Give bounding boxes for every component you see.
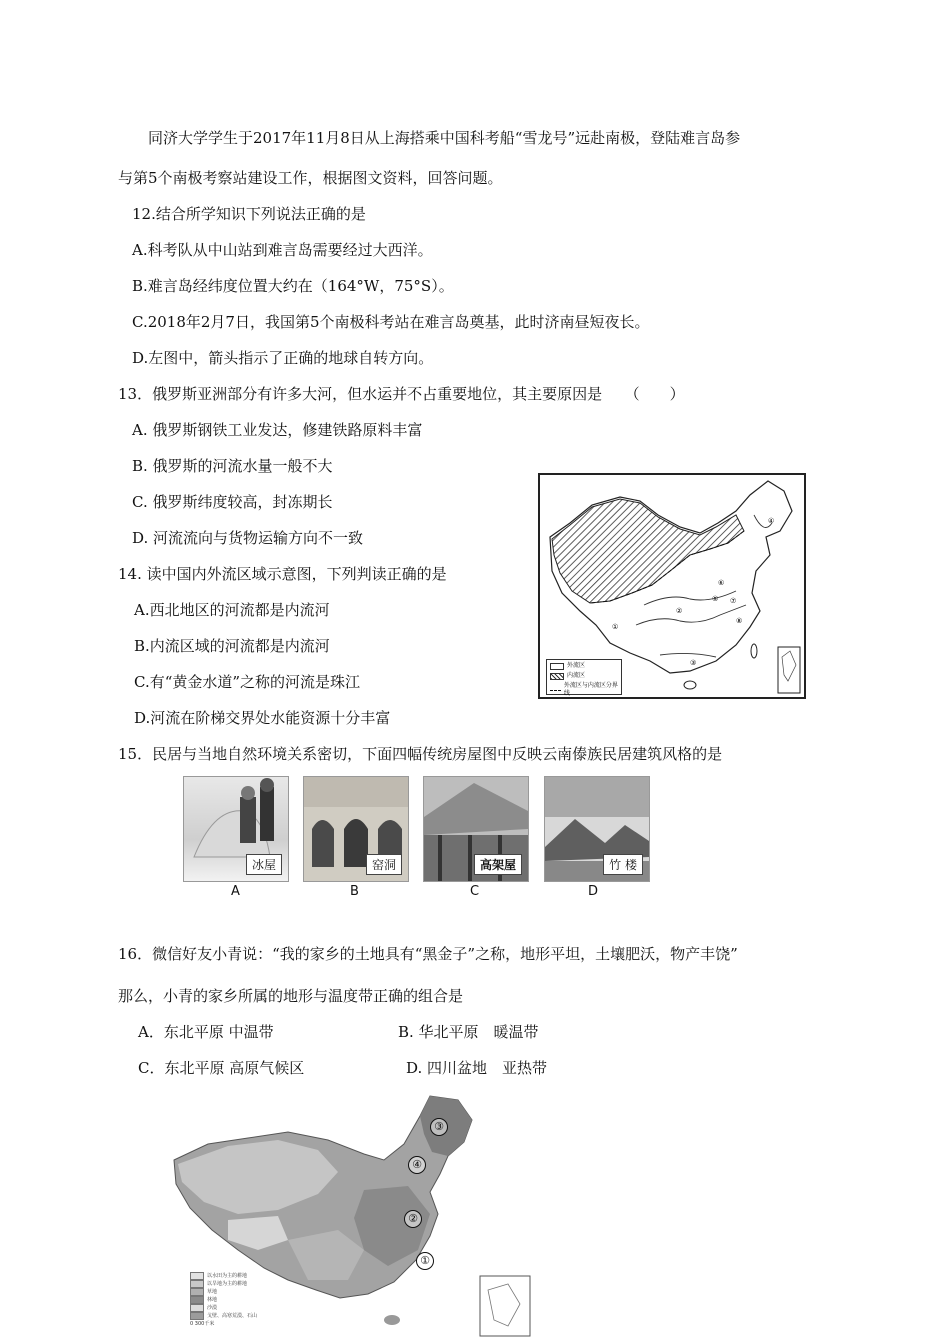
boundary-swatch bbox=[550, 690, 561, 691]
map1-marker-8: ⑧ bbox=[736, 617, 743, 625]
photo-letter-a: A bbox=[231, 884, 240, 899]
legend-boundary: 外流区与内流区分界线 bbox=[563, 682, 618, 697]
photo-letter-b: B bbox=[350, 884, 359, 899]
q16-option-d: D. 四川盆地 亚热带 bbox=[406, 1059, 548, 1077]
legend2-paddy: 以水田为主的耕地 bbox=[207, 1273, 248, 1279]
q14-option-b: B.内流区域的河流都是内流河 bbox=[134, 637, 330, 655]
map1-marker-7: ⑦ bbox=[730, 597, 737, 605]
q12-option-a: A.科考队从中山站到难言岛需要经过大西洋。 bbox=[132, 241, 433, 259]
q14-option-c: C.有“黄金水道”之称的河流是珠江 bbox=[134, 673, 361, 691]
china-land-use-map bbox=[168, 1090, 560, 1340]
map2-marker-1: ① bbox=[416, 1252, 434, 1270]
legend-outer: 外流区 bbox=[567, 662, 586, 669]
photo-label-bamboo: 竹 楼 bbox=[603, 854, 643, 875]
photo-letter-c: C bbox=[470, 884, 480, 899]
q14-option-d: D.河流在阶梯交界处水能资源十分丰富 bbox=[134, 709, 391, 727]
q14-option-a: A.西北地区的河流都是内流河 bbox=[134, 601, 330, 619]
q13-option-a: A. 俄罗斯钢铁工业发达，修建铁路原料丰富 bbox=[132, 421, 423, 439]
q16-option-c: C．东北平原 高原气候区 bbox=[138, 1059, 305, 1077]
q16-stem-2: 那么，小青的家乡所属的地形与温度带正确的组合是 bbox=[118, 987, 464, 1005]
intro-line-1: 同济大学学生于2017年11月8日从上海搭乘中国科考船“雪龙号”远赴南极，登陆难言岛参 bbox=[148, 129, 741, 147]
outer-swatch bbox=[550, 663, 564, 670]
map1-marker-5: ⑤ bbox=[712, 595, 719, 603]
photo-label-cave: 窑洞 bbox=[366, 854, 402, 875]
legend-inner: 内流区 bbox=[567, 672, 586, 679]
legend2-forest: 林地 bbox=[207, 1297, 218, 1303]
map1-marker-2: ② bbox=[676, 607, 683, 615]
photo-cave-dwelling bbox=[303, 776, 409, 882]
q13-option-d: D. 河流流向与货物运输方向不一致 bbox=[132, 529, 364, 547]
q12-option-b: B.难言岛经纬度位置大约在（164°W，75°S）。 bbox=[132, 277, 454, 295]
q15-stem: 15．民居与当地自然环境关系密切，下面四幅传统房屋图中反映云南傣族民居建筑风格的是 bbox=[118, 745, 723, 763]
china-drainage-map bbox=[538, 473, 806, 699]
map2-marker-3: ③ bbox=[430, 1118, 448, 1136]
legend2-desert: 沙漠 bbox=[207, 1305, 218, 1311]
q16-stem-1: 16．微信好友小青说：“我的家乡的土地具有“黑金子”之称，地形平坦，土壤肥沃，物产丰饶” bbox=[118, 945, 738, 963]
q16-option-a: A．东北平原 中温带 bbox=[138, 1023, 274, 1041]
photo-igloo bbox=[183, 776, 289, 882]
legend2-scale: 0 300千米 bbox=[190, 1321, 215, 1327]
q13-option-b: B. 俄罗斯的河流水量一般不大 bbox=[132, 457, 333, 475]
intro-line-2: 与第5个南极考察站建设工作，根据图文资料，回答问题。 bbox=[118, 169, 503, 187]
map2-marker-4: ④ bbox=[408, 1156, 426, 1174]
inner-swatch bbox=[550, 673, 564, 680]
photo-stilt-house bbox=[423, 776, 529, 882]
map1-marker-1: ① bbox=[612, 623, 619, 631]
map1-marker-6: ⑥ bbox=[718, 579, 725, 587]
map2-marker-2: ② bbox=[404, 1210, 422, 1228]
q14-stem: 14. 读中国内外流区域示意图，下列判读正确的是 bbox=[118, 565, 447, 583]
legend2-gobi: 戈壁、高寒荒漠、石山 bbox=[207, 1313, 258, 1319]
map1-marker-3: ③ bbox=[690, 659, 697, 667]
legend2-dryland: 以旱地为主的耕地 bbox=[207, 1281, 248, 1287]
map1-legend bbox=[546, 659, 622, 695]
map2-legend bbox=[190, 1272, 282, 1330]
q16-option-b: B. 华北平原 暖温带 bbox=[398, 1023, 539, 1041]
map1-marker-4: ④ bbox=[768, 517, 775, 525]
legend2-grassland: 草地 bbox=[207, 1289, 218, 1295]
photo-label-igloo: 冰屋 bbox=[246, 854, 282, 875]
photo-label-stilt: 高架屋 bbox=[474, 854, 522, 875]
q13-option-c: C. 俄罗斯纬度较高，封冻期长 bbox=[132, 493, 333, 511]
q12-option-c: C.2018年2月7日，我国第5个南极科考站在难言岛奠基，此时济南昼短夜长。 bbox=[132, 313, 650, 331]
q13-stem: 13．俄罗斯亚洲部分有许多大河，但水运并不占重要地位，其主要原因是 （ ） bbox=[118, 385, 685, 403]
photo-letter-d: D bbox=[588, 884, 599, 899]
photo-bamboo-house bbox=[544, 776, 650, 882]
q12-stem: 12.结合所学知识下列说法正确的是 bbox=[132, 205, 366, 223]
q12-option-d: D.左图中，箭头指示了正确的地球自转方向。 bbox=[132, 349, 434, 367]
